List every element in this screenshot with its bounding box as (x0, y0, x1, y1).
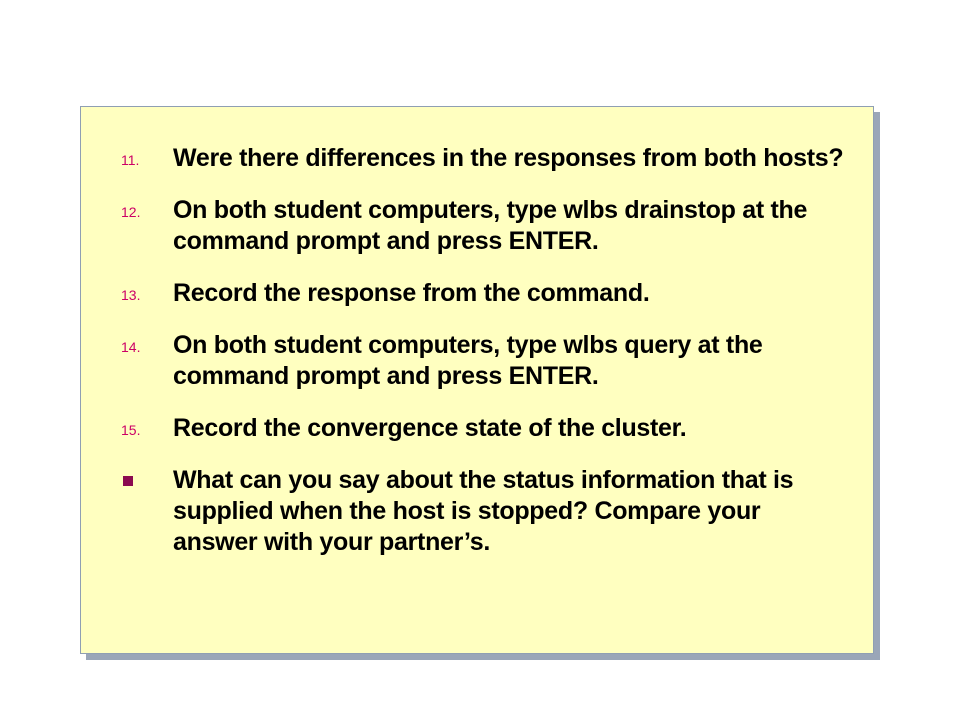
list-item (121, 143, 851, 174)
step-list (121, 143, 851, 579)
step-number: 15. (121, 422, 141, 438)
list-item (121, 278, 851, 309)
step-text: On both student computers, type wlbs query at the command prompt and press ENTER. (173, 331, 763, 390)
list-item (121, 330, 851, 392)
step-number: 11. (121, 152, 140, 168)
step-number: 14. (121, 339, 141, 355)
list-item (121, 413, 851, 444)
step-text: On both student computers, type wlbs drainstop at the command prompt and press ENTER. (173, 196, 808, 255)
step-number: 13. (121, 287, 141, 303)
content-panel (80, 106, 874, 654)
step-number: 12. (121, 204, 141, 220)
list-item (121, 195, 851, 257)
question-text: What can you say about the status information that is supplied when the host is stopped? Compare your answer with your partner’s. (173, 466, 794, 556)
step-text: Record the response from the command. (173, 279, 650, 307)
list-item-question (121, 465, 851, 558)
step-text: Record the convergence state of the cluster. (173, 414, 687, 442)
step-text: Were there differences in the responses from both hosts? (173, 144, 844, 172)
square-bullet-icon (121, 465, 173, 486)
